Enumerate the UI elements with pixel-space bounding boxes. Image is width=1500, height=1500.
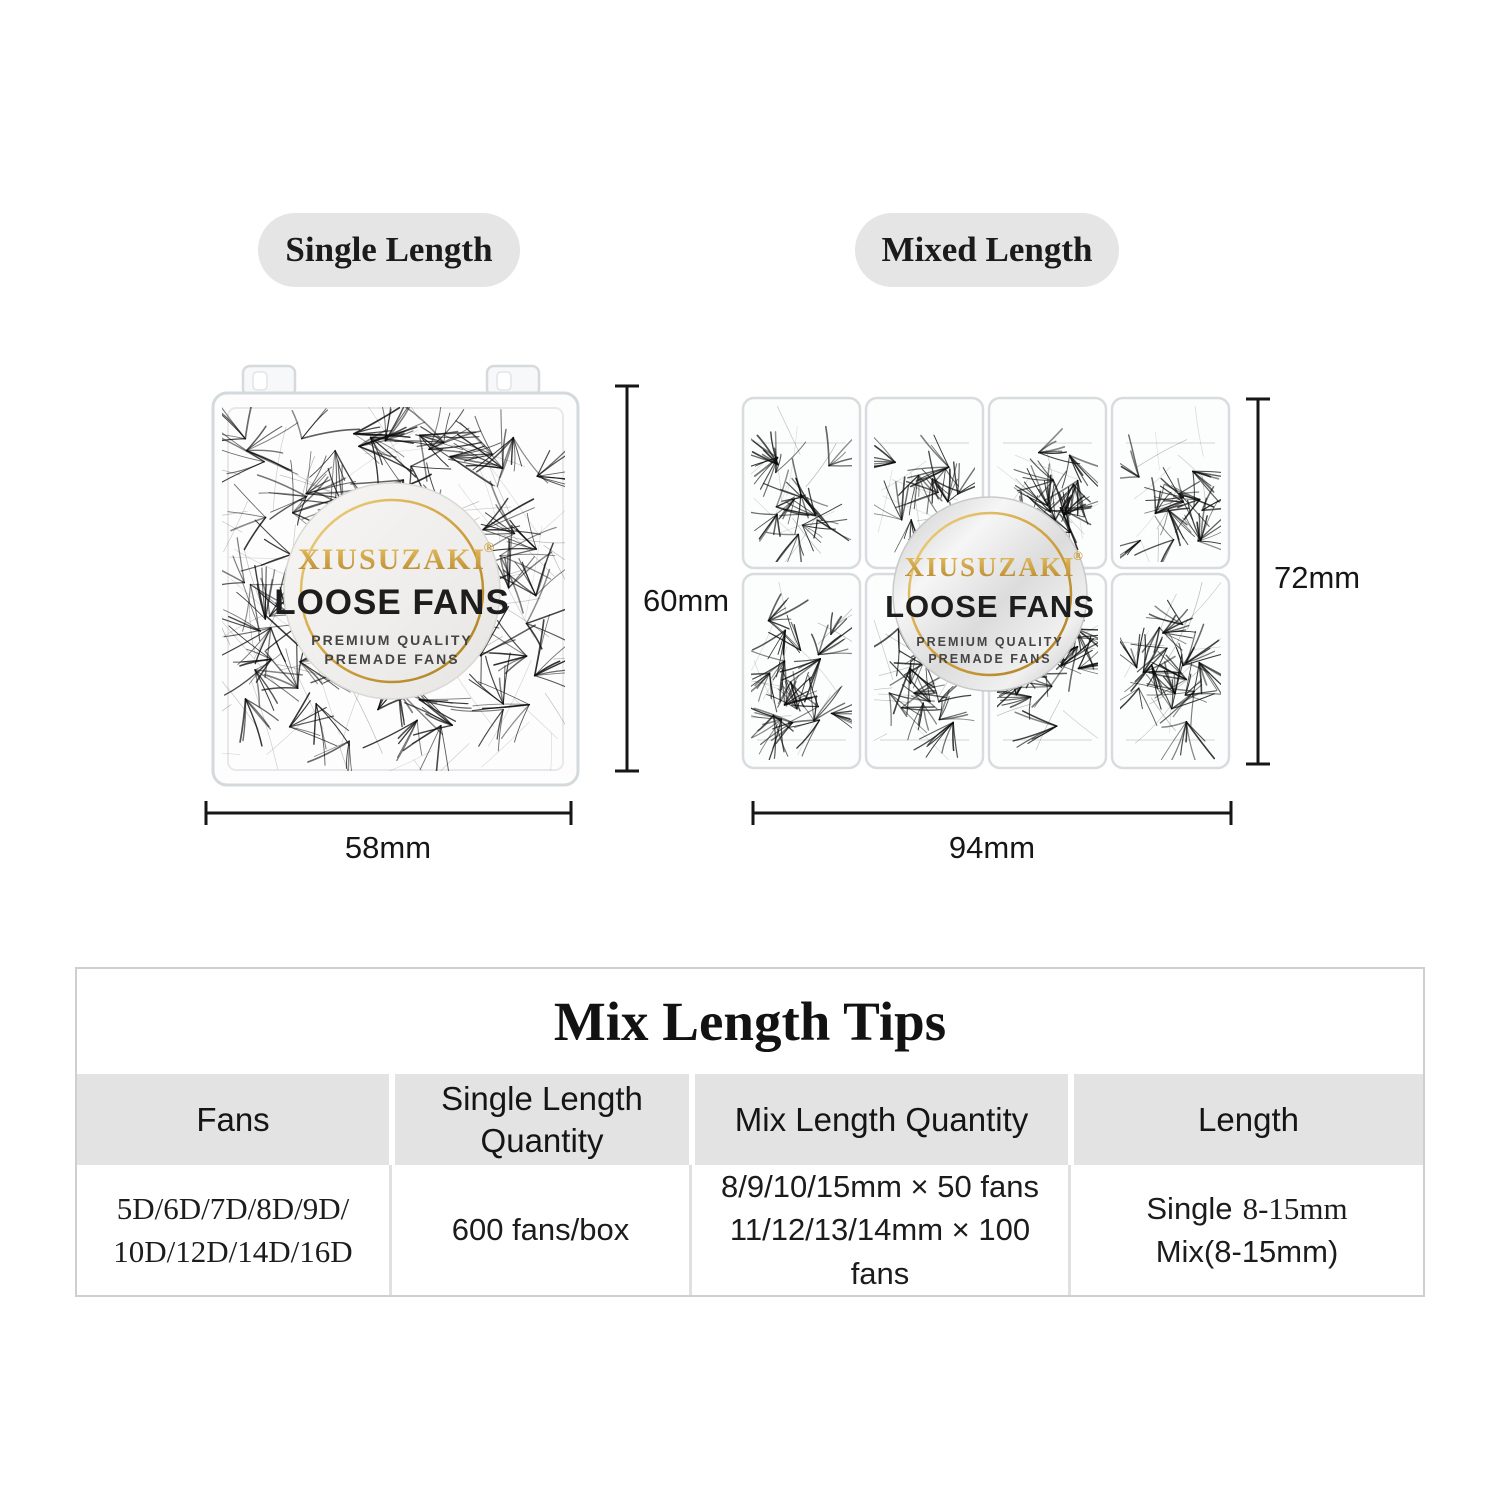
brand-tagline-2: PREMADE FANS [324, 651, 460, 667]
badge-single-length-label: Single Length [285, 230, 493, 269]
brand-product: LOOSE FANS [885, 589, 1095, 624]
brand-name: XIUSUZAKI [904, 552, 1076, 582]
spec-table-header-row [77, 1074, 1423, 1164]
cell-fans [77, 1165, 389, 1295]
single-quantity-value: 600 fans/box [451, 1212, 630, 1248]
dimension-single-width [206, 801, 571, 865]
registered-mark: ® [483, 541, 495, 556]
brand-tagline-1: PREMIUM QUALITY [311, 632, 473, 648]
dimension-value: 60mm [643, 583, 730, 618]
cell-single-quantity [389, 1165, 689, 1295]
length-line-1: Single 8-15mm [1146, 1190, 1348, 1226]
spec-table [75, 967, 1425, 1297]
dimension-mixed-height [1246, 399, 1360, 764]
badge-mixed-length-label: Mixed Length [881, 230, 1093, 269]
dimension-value: 58mm [344, 830, 432, 865]
header-single-length-quantity: Single Length Quantity [389, 1074, 689, 1164]
fans-line-1: 5D/6D/7D/8D/9D/ [116, 1190, 350, 1226]
fans-line-2: 10D/12D/14D/16D [113, 1233, 353, 1269]
mix-quantity-line-1: 8/9/10/15mm × 50 fans [721, 1168, 1039, 1204]
length-line-2: Mix(8-15mm) [1155, 1233, 1339, 1269]
brand-product: LOOSE FANS [274, 583, 510, 622]
dimension-value: 94mm [948, 830, 1036, 865]
mix-quantity-line-2: 11/12/13/14mm × 100 fans [729, 1212, 1031, 1291]
cell-mix-quantity [689, 1165, 1068, 1295]
header-mix-length-quantity: Mix Length Quantity [689, 1074, 1068, 1164]
header-fans: Fans [77, 1074, 389, 1164]
brand-tagline-1: PREMIUM QUALITY [916, 635, 1064, 649]
brand-name: XIUSUZAKI [297, 543, 487, 576]
spec-table-data-row [77, 1165, 1423, 1295]
cell-length [1068, 1165, 1423, 1295]
header-length: Length [1068, 1074, 1423, 1164]
brand-tagline-2: PREMADE FANS [928, 652, 1052, 666]
dimension-mixed-width [753, 801, 1231, 865]
registered-mark: ® [1073, 548, 1083, 563]
dimension-single-height [615, 386, 729, 771]
spec-table-title: Mix Length Tips [553, 991, 947, 1053]
dimension-value: 72mm [1274, 560, 1361, 595]
